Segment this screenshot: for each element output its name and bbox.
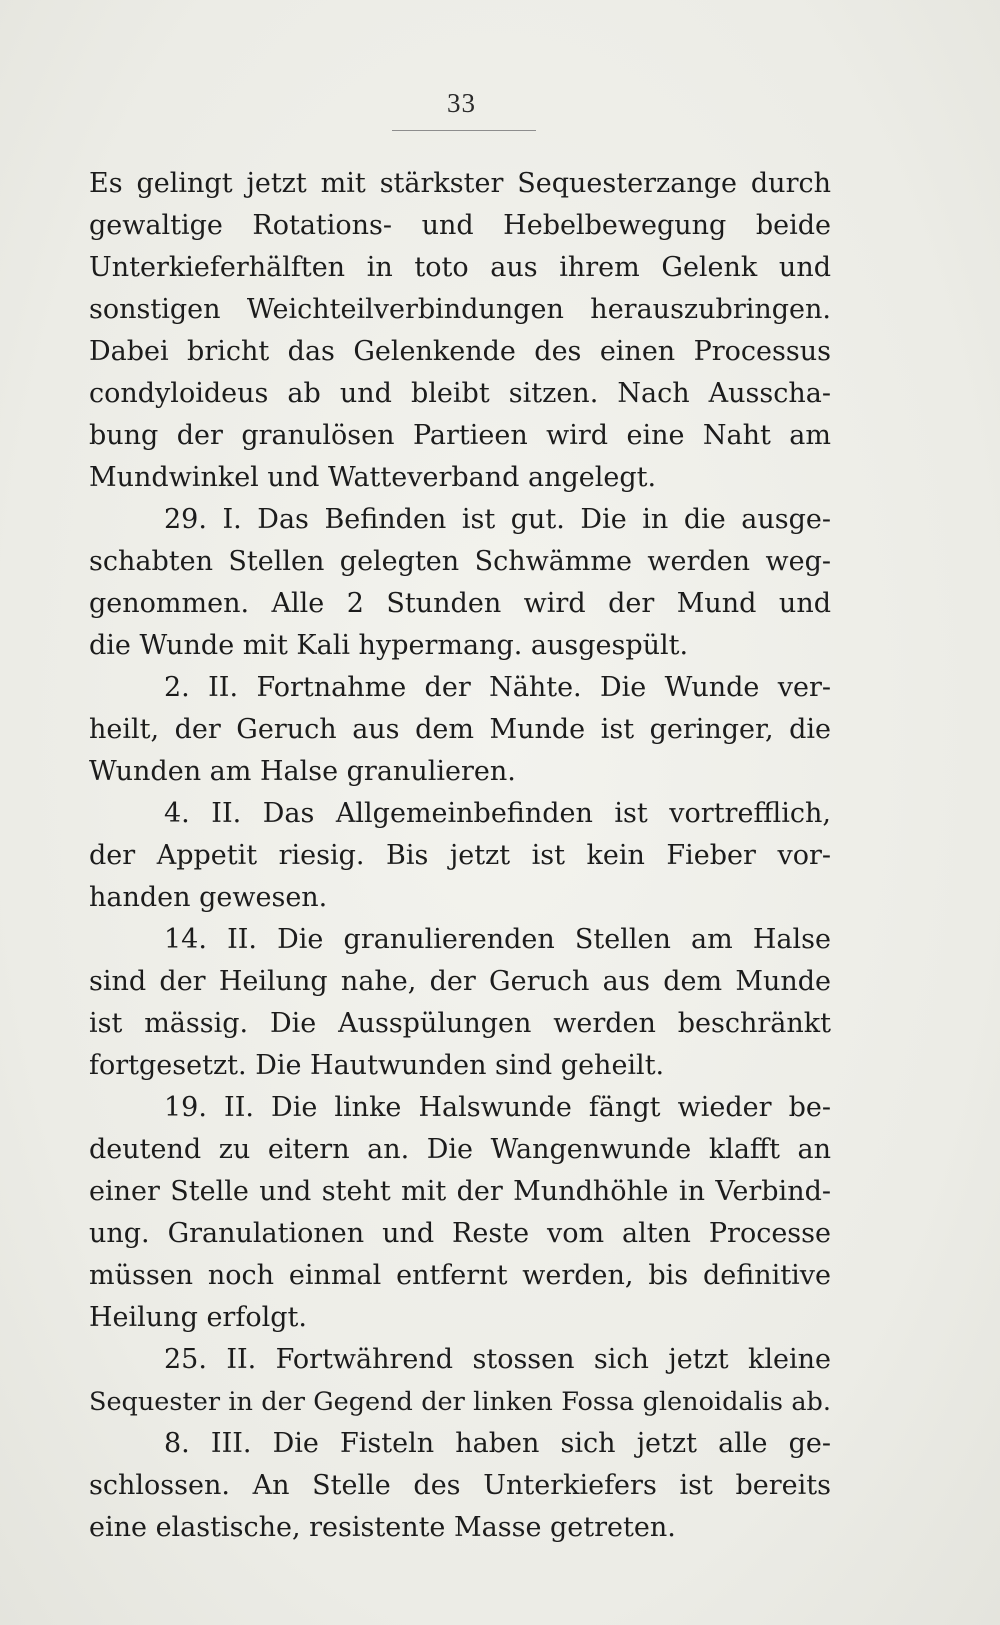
- text-line: 4. II. Das Allgemeinbefinden ist vortrefflich,: [164, 798, 831, 829]
- text-line: genommen. Alle 2 Stunden wird der Mund und: [89, 588, 831, 619]
- text-line: 19. II. Die linke Halswunde fängt wieder be-: [164, 1092, 831, 1123]
- text-line: 29. I. Das Befinden ist gut. Die in die ausge-: [164, 504, 831, 535]
- page-number: 33: [447, 88, 476, 118]
- text-line: sonstigen Weichteilverbindungen herauszubringen.: [89, 294, 831, 325]
- text-line: der Appetit riesig. Bis jetzt ist kein Fieber vor-: [89, 840, 831, 871]
- text-line: 14. II. Die granulierenden Stellen am Halse: [164, 924, 831, 955]
- text-line: ung. Granulationen und Reste vom alten Processe: [89, 1218, 831, 1249]
- text-line: Wunden am Halse granulieren.: [89, 756, 516, 787]
- text-line: fortgesetzt. Die Hautwunden sind geheilt.: [89, 1050, 665, 1081]
- text-line: müssen noch einmal entfernt werden, bis definitive: [89, 1260, 831, 1291]
- text-line: Dabei bricht das Gelenkende des einen Processus: [89, 336, 831, 367]
- text-line: bung der granulösen Partieen wird eine Naht am: [89, 420, 831, 451]
- body-text: [89, 163, 831, 1549]
- text-line: Es gelingt jetzt mit stärkster Sequesterzange durch: [89, 168, 831, 199]
- text-line: eine elastische, resistente Masse getreten.: [89, 1512, 676, 1543]
- header-rule: [392, 130, 536, 131]
- text-line: Heilung erfolgt.: [89, 1302, 307, 1333]
- text-line: handen gewesen.: [89, 882, 328, 913]
- text-line: 8. III. Die Fisteln haben sich jetzt alle ge-: [164, 1428, 831, 1459]
- text-line: sind der Heilung nahe, der Geruch aus dem Munde: [89, 966, 831, 997]
- text-line: gewaltige Rotations- und Hebelbewegung beide: [89, 210, 831, 241]
- text-line: Unterkieferhälften in toto aus ihrem Gelenk und: [89, 252, 831, 283]
- text-line: Mundwinkel und Watteverband angelegt.: [89, 462, 657, 493]
- text-line: ist mässig. Die Ausspülungen werden beschränkt: [89, 1008, 831, 1039]
- text-line: Sequester in der Gegend der linken Fossa glenoidalis ab.: [89, 1387, 831, 1417]
- text-line: condyloideus ab und bleibt sitzen. Nach Ausscha-: [89, 378, 831, 409]
- text-line: schabten Stellen gelegten Schwämme werden weg-: [89, 546, 831, 577]
- text-line: heilt, der Geruch aus dem Munde ist geringer, die: [89, 714, 831, 745]
- text-line: 25. II. Fortwährend stossen sich jetzt kleine: [164, 1344, 831, 1375]
- text-line: einer Stelle und steht mit der Mundhöhle in Verbind-: [89, 1176, 831, 1207]
- text-line: die Wunde mit Kali hypermang. ausgespült.: [89, 630, 689, 661]
- text-line: schlossen. An Stelle des Unterkiefers ist bereits: [89, 1470, 831, 1501]
- text-line: 2. II. Fortnahme der Nähte. Die Wunde ver-: [164, 672, 831, 703]
- text-line: deutend zu eitern an. Die Wangenwunde klafft an: [89, 1134, 831, 1165]
